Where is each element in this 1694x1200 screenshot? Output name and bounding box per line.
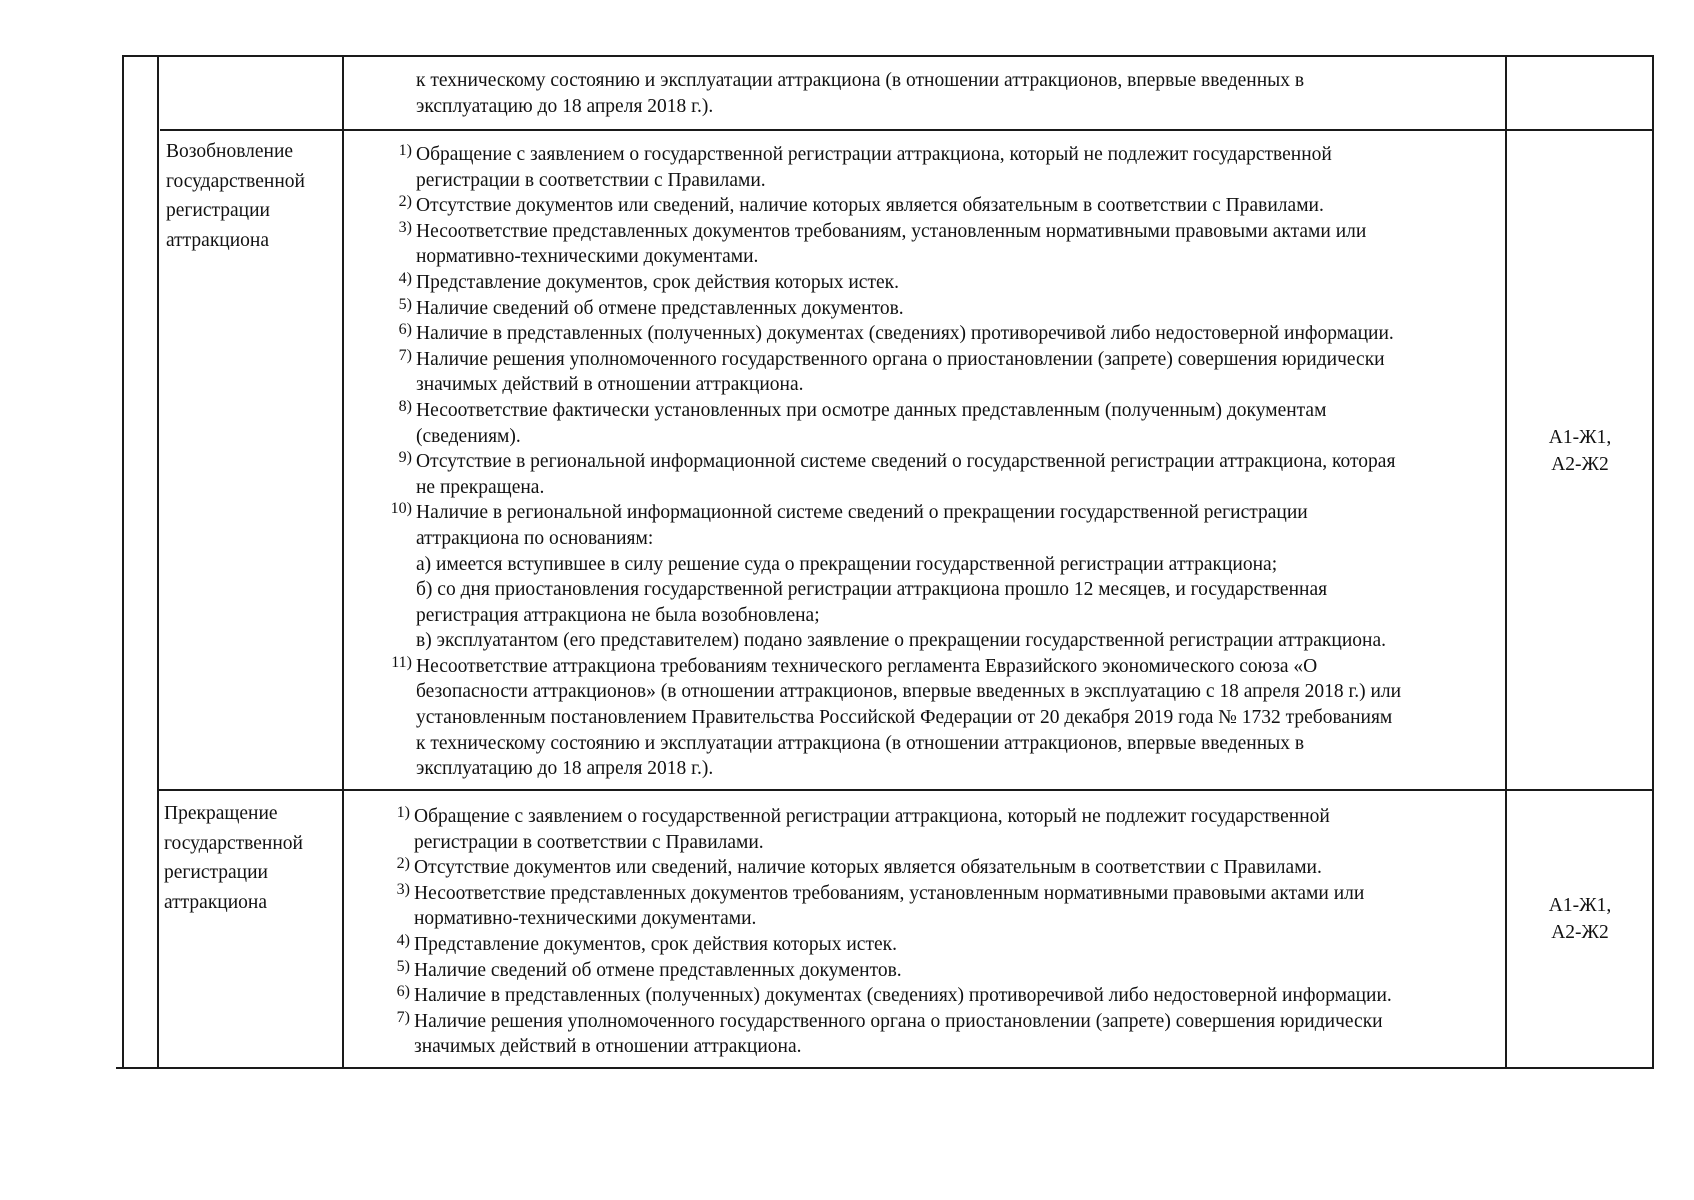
row-divider-2	[157, 789, 1654, 791]
column-divider-1	[157, 55, 159, 1068]
list-item: 11) Несоответствие аттракциона требованиям технического регламента Евразийского экономического союза «О безопасности аттракционов» (в отношении аттракционов, впервые введенных в эксплуатацию с 18 апреля 2018 г.) или установленным постановлением Правительства Российской Федерации от 20 декабря 2019 года № 1732 требованиям к техническому состоянию и эксплуатации аттракциона (в отношении аттракционов, впервые введенных в эксплуатацию до 18 апреля 2018 г.).	[391, 653, 1402, 780]
list-item: 7) Наличие решения уполномоченного государственного органа о приостановлении (запрете) совершения юридически значимых действий в отношении аттракциона.	[398, 346, 1385, 396]
list-item: 9) Отсутствие в региональной информационной системе сведений о государственной регистрации аттракциона, которая не прекращена.	[398, 449, 1396, 498]
continuation-text	[378, 68, 1304, 119]
table-left-border	[122, 55, 124, 1068]
list-item: 5) Наличие сведений об отмене представленных документов.	[398, 295, 904, 319]
row-items-resumption	[378, 142, 1401, 782]
list-item: 4) Представление документов, срок действия которых истек.	[396, 931, 897, 955]
list-item: 1) Обращение с заявлением о государственной регистрации аттракциона, который не подлежит государственной регистрации в соответствии с Правилами.	[396, 804, 1330, 853]
list-item: 1) Обращение с заявлением о государственной регистрации аттракциона, который не подлежит государственной регистрации в соответствии с Правилами.	[398, 142, 1332, 191]
row-label-resumption: Возобновление государственной регистрации аттракциона	[166, 141, 305, 251]
column-divider-2	[342, 55, 344, 1068]
row-codes-resumption: А1-Ж1, А2-Ж2	[1548, 427, 1612, 475]
list-item: 6) Наличие в представленных (полученных) документах (сведениях) противоречивой либо недостоверной информации.	[398, 321, 1394, 345]
list-item: 3) Несоответствие представленных документов требованиям, установленным нормативными правовыми актами или нормативно-техническими документами.	[398, 218, 1367, 268]
table-right-border	[1652, 55, 1654, 1068]
table-top-border	[122, 55, 1654, 57]
row-items-termination	[376, 804, 1392, 1060]
list-item: 7) Наличие решения уполномоченного государственного органа о приостановлении (запрете) совершения юридически значимых действий в отношении аттракциона.	[396, 1008, 1383, 1058]
continuation-line: к техническому состоянию и эксплуатации аттракциона (в отношении аттракционов, впервые введенных в	[416, 70, 1305, 91]
list-item: 4) Представление документов, срок действия которых истек.	[398, 269, 899, 293]
list-item: 3) Несоответствие представленных документов требованиям, установленным нормативными правовыми актами или нормативно-техническими документами.	[396, 880, 1365, 930]
list-item: 6) Наличие в представленных (полученных) документах (сведениях) противоречивой либо недостоверной информации.	[396, 983, 1392, 1007]
list-item: 10) Наличие в региональной информационной системе сведений о прекращении государственной регистрации аттракциона по основаниям: а) имеется вступившее в силу решение суда о прекращении государственной регистрации аттракциона; б) со дня приостановления государственной регистрации аттракциона прошло 12 месяцев, и государственная регистрация аттракциона не была возобновлена; в) эксплуатантом (его представителем) подано заявление о прекращении государственной регистрации аттракциона.	[390, 500, 1386, 652]
table-bottom-border	[116, 1067, 1654, 1069]
row-codes-termination: А1-Ж1, А2-Ж2	[1548, 895, 1612, 943]
list-item: 8) Несоответствие фактически установленных при осмотре данных представленным (полученным) документам (сведениям).	[398, 397, 1327, 447]
list-item: 5) Наличие сведений об отмене представленных документов.	[396, 957, 902, 981]
row-divider-1	[160, 129, 1654, 131]
list-item: 2) Отсутствие документов или сведений, наличие которых является обязательным в соответствии с Правилами.	[396, 855, 1322, 879]
list-item: 2) Отсутствие документов или сведений, наличие которых является обязательным в соответствии с Правилами.	[398, 193, 1324, 217]
row-label-termination: Прекращение государственной регистрации аттракциона	[164, 803, 303, 913]
column-divider-3	[1505, 55, 1507, 1068]
continuation-line: эксплуатацию до 18 апреля 2018 г.).	[416, 95, 714, 117]
